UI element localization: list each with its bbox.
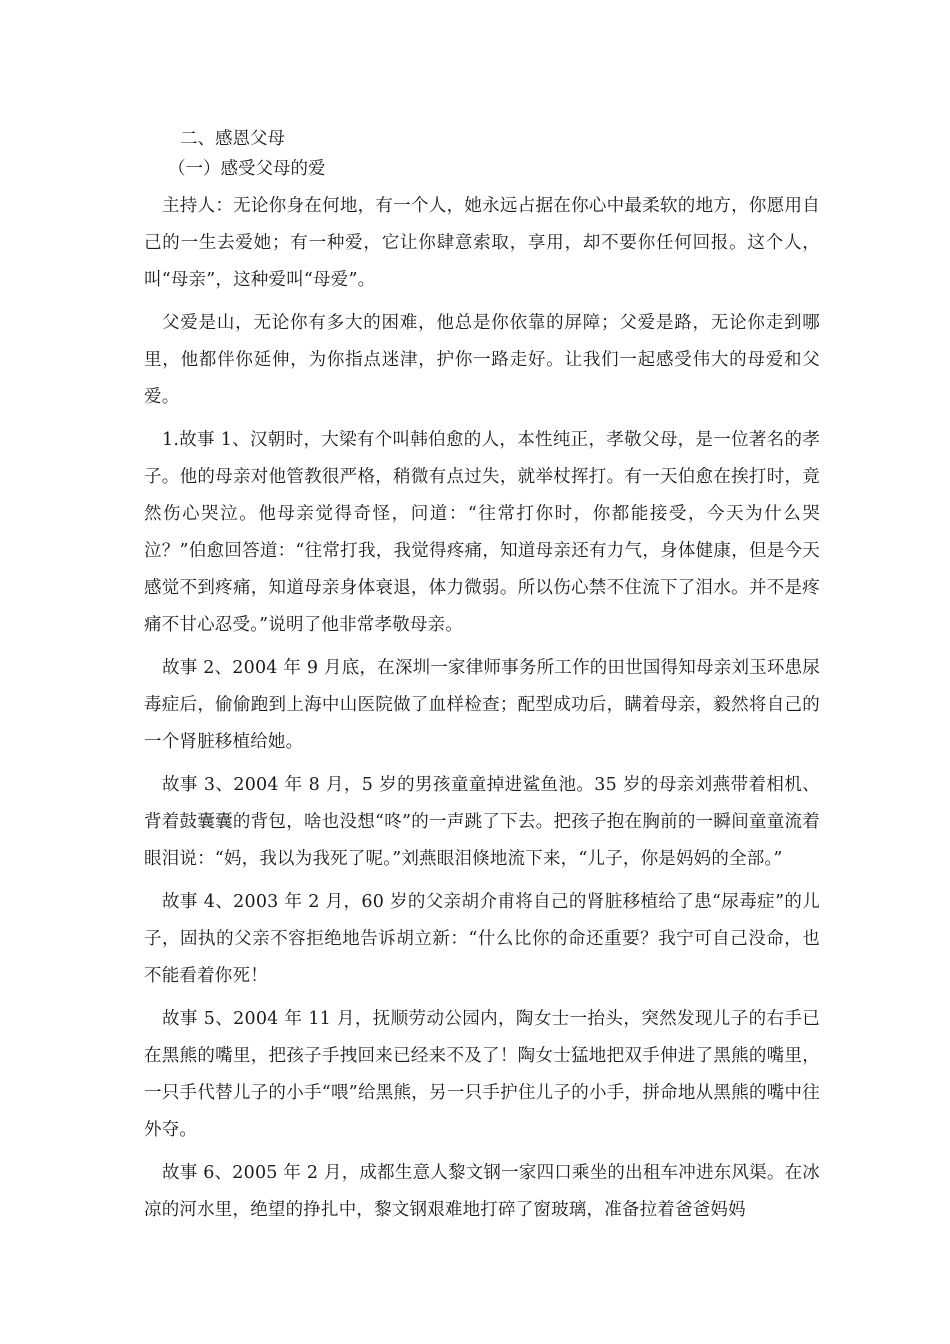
paragraph-story-2: 故事 2、2004 年 9 月底，在深圳一家律师事务所工作的田世国得知母亲刘玉环患尿毒症后，偷偷跑到上海中山医院做了血样检查；配型成功后，瞒着母亲，毅然将自己的一个肾脏移植给她。 <box>144 658 820 752</box>
section-subheading: （一）感受父母的爱 <box>168 159 326 179</box>
section-heading: 二、感恩父母 <box>180 129 285 149</box>
paragraph-story-3: 故事 3、2004 年 8 月，5 岁的男孩童童掉进鲨鱼池。35 岁的母亲刘燕带着相机、背着鼓囊囊的背包，啥也没想“咚”的一声跳了下去。把孩子抱在胸前的一瞬间童童流着眼泪说：“妈，我以为我死了呢。”刘燕眼泪倏地流下来，“儿子，你是妈妈的全部。” <box>144 775 820 869</box>
paragraph-father-love: 父爱是山，无论你有多大的困难，他总是你依靠的屏障；父爱是路，无论你走到哪里，他都伴你延伸，为你指点迷津，护你一路走好。让我们一起感受伟大的母爱和父爱。 <box>144 313 820 407</box>
paragraph-story-6: 故事 6、2005 年 2 月，成都生意人黎文钢一家四口乘坐的出租车冲进东风渠。在冰凉的河水里，绝望的挣扎中，黎文钢艰难地打碎了窗玻璃，准备拉着爸爸妈妈 <box>144 1163 820 1220</box>
paragraph-story-4: 故事 4、2003 年 2 月，60 岁的父亲胡介甫将自己的肾脏移植给了患“尿毒症”的儿子，固执的父亲不容拒绝地告诉胡立新：“什么比你的命还重要？我宁可自己没命，也不能看着你死！ <box>144 892 820 986</box>
document-body <box>144 124 820 1235</box>
paragraph-host-intro: 主持人：无论你身在何地，有一个人，她永远占据在你心中最柔软的地方，你愿用自己的一生去爱她；有一种爱，它让你肆意索取，享用，却不要你任何回报。这个人，叫“母亲”，这种爱叫“母爱”。 <box>144 196 820 290</box>
paragraph-story-5: 故事 5、2004 年 11 月，抚顺劳动公园内，陶女士一抬头，突然发现儿子的右手已在黑熊的嘴里，把孩子手拽回来已经来不及了！陶女士猛地把双手伸进了黑熊的嘴里，一只手代替儿子的小手“喂”给黑熊，另一只手护住儿子的小手，拼命地从黑熊的嘴中往外夺。 <box>144 1009 820 1140</box>
paragraph-story-1: 1.故事 1、汉朝时，大梁有个叫韩伯愈的人，本性纯正，孝敬父母，是一位著名的孝子。他的母亲对他管教很严格，稍微有点过失，就举杖挥打。有一天伯愈在挨打时，竟然伤心哭泣。他母亲觉得奇怪，问道：“往常打你时，你都能接受，今天为什么哭泣？”伯愈回答道：“往常打我，我觉得疼痛，知道母亲还有力气，身体健康，但是今天感觉不到疼痛，知道母亲身体衰退，体力微弱。所以伤心禁不住流下了泪水。并不是疼痛不甘心忍受。”说明了他非常孝敬母亲。 <box>144 430 820 635</box>
